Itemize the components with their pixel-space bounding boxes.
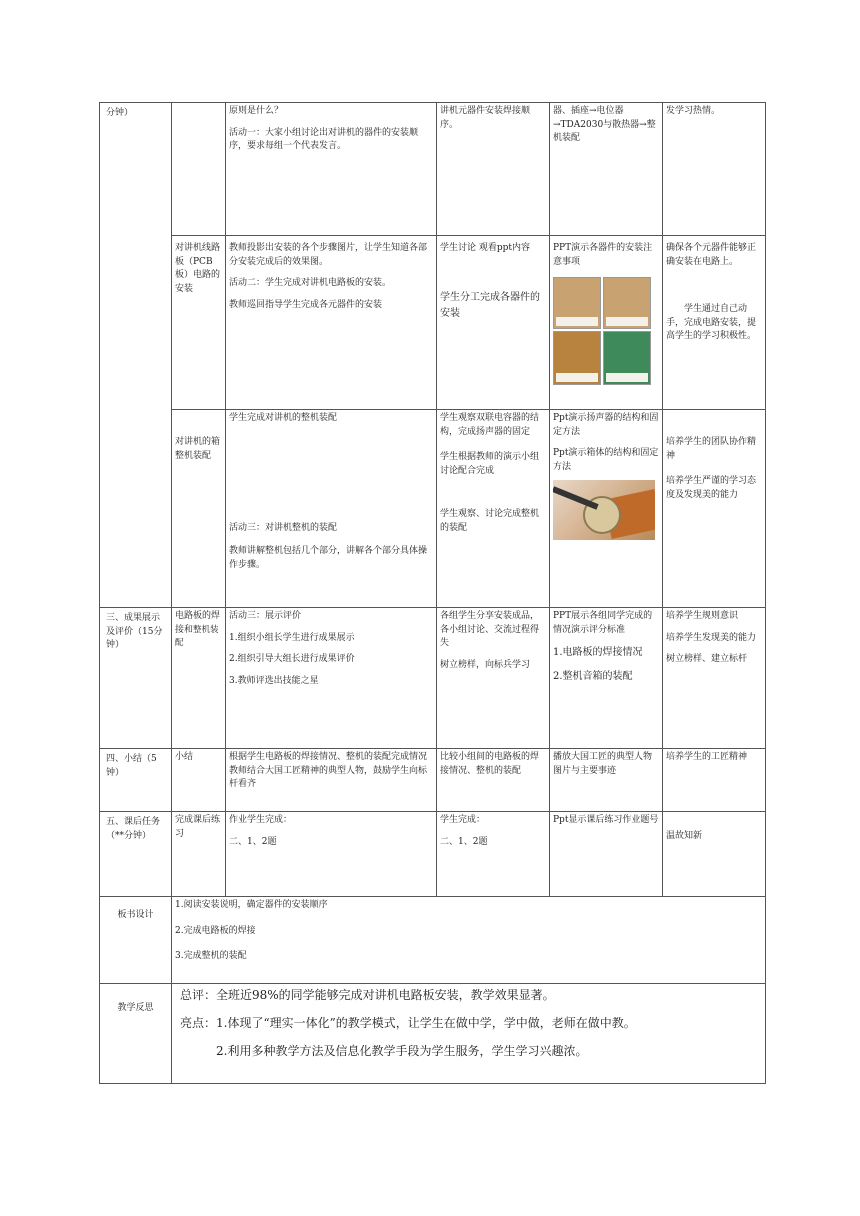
text-line: 亮点：1.体现了“理实一体化”的教学模式，让学生在做中学，学中做，老师在做中教。 [180,1016,636,1030]
text-line: Ppt演示箱体的结构和固定方法 [553,448,659,472]
step-photo [603,331,651,385]
content-title: 电路板的焊接和 [175,611,221,635]
text-line: 原则是什么？ [229,106,284,116]
teacher-activity-cell [226,410,437,608]
text-line: 1.阅读安装说明，确定器件的安装顺序 [175,900,328,910]
text-line: 总评：全班近98%的同学能够完成对讲机电路板安装，教学效果显著。 [180,988,555,1002]
student-activity-cell: 比较小组间的电路板的焊接情况、整机的装配 [437,749,550,812]
design-intent-cell [663,608,766,749]
text-line: 1.电路板的焊接情况 [553,647,643,658]
text-line: 学生完成： [440,815,486,825]
content-subtitle: 整机装配 [175,624,219,649]
design-intent-cell [663,236,766,410]
text-line: 二、1、2题 [229,836,277,847]
text-line: PPT演示各器件的安装注意事项 [553,243,653,267]
text-line: 树立榜样、建立标杆 [666,654,748,664]
text-line: 学生观察、讨论完成整机的装配 [440,509,540,533]
table-row [100,749,766,812]
text-line: 3.教师评选出技能之星 [229,675,319,686]
content-cell: 对讲机的箱整机装配 [172,410,226,608]
media-cell [550,608,663,749]
text-line: 培养学生规则意识 [666,611,739,621]
text-line: 树立榜样，向标兵学习 [440,659,531,670]
text-line: 各组学生分享安装成品，各小组讨论、交流过程得失 [440,611,540,648]
text-line: 教师讲解整机包括几个部分，讲解各个部分具体操作步骤。 [229,546,428,570]
design-intent-cell: 培养学生的工匠精神 [663,749,766,812]
step-photo [603,277,651,329]
teacher-activity-cell [226,608,437,749]
text-line: 培养学生严谨的学习态度及发现美的能力 [666,476,757,500]
step-photo [553,277,601,329]
section-cell: 五、课后任务（**分钟） [100,812,172,897]
board-design-label: 板书设计 [100,897,172,984]
text-line: 教师投影出安装的各个步骤图片，让学生知道各部分安装完成后的效果图。 [229,243,428,267]
table-row [100,812,766,897]
text-line: 学生观察双联电容器的结构，完成扬声器的固定 [440,413,540,437]
content-cell: 对讲机线路板（PCB板）电路的安装 [172,236,226,410]
table-row [100,236,766,410]
text-line: 学生讨论 观看ppt内容 [440,243,531,253]
text-line: 2.整机音箱的装配 [553,671,633,682]
text-line: 学生完成对讲机的整机装配 [229,413,338,423]
design-intent-cell [663,410,766,608]
design-intent-cell: 发学习热情。 [663,103,766,236]
reflection-cell [172,984,766,1084]
media-cell [550,410,663,608]
section-cell: 三、成果展示及评价（15分钟） [100,608,172,749]
student-activity-cell [437,236,550,410]
text-line: 1.组织小组长学生进行成果展示 [229,632,355,643]
teacher-activity-cell [226,812,437,897]
text-line: 确保各个元器件能够正确安装在电路上。 [666,243,757,267]
text-line: 学生分工完成各器件的安装 [440,291,540,319]
table-row [100,984,766,1084]
content-cell [172,608,226,749]
install-steps-image [553,277,651,385]
media-cell: 播放大国工匠的典型人物图片与主要事迹 [550,749,663,812]
text-line: 2.完成电路板的焊接 [175,925,256,936]
reflection-label: 教学反思 [100,984,172,1084]
text-line: 学生通过自己动手，完成电路安装，提高学生的学习积极性。 [666,304,757,341]
section-cell: 分钟） [100,103,172,608]
table-row [100,410,766,608]
text-line: 培养学生发现美的能力 [666,632,757,643]
student-activity-cell [437,608,550,749]
teacher-activity-cell [226,103,437,236]
text-line: 作业学生完成： [229,815,293,825]
text-line: 2.组织引导大组长进行成果评价 [229,654,355,664]
text-line: 二、1、2题 [440,836,488,847]
student-activity-cell [437,812,550,897]
student-activity-cell [437,410,550,608]
text-line: 培养学生的团队协作精神 [666,437,757,461]
teacher-activity-cell [226,236,437,410]
content-cell: 完成课后练习 [172,812,226,897]
section-cell: 四、小结（5钟） [100,749,172,812]
media-cell: 器、插座→电位器→TDA2030与散热器→整机装配 [550,103,663,236]
text-line: 活动三：展示评价 [229,611,302,621]
step-photo [553,331,601,385]
text-line: 活动一：大家小组讨论出对讲机的器件的安装顺序，要求每组一个代表发言。 [229,127,419,151]
table-row [100,103,766,236]
board-design-cell [172,897,766,984]
teacher-activity-cell: 根据学生电路板的焊接情况、整机的装配完成情况教师结合大国工匠精神的典型人物，鼓励学生向标杆看齐 [226,749,437,812]
text-line: 活动三：对讲机整机的装配 [229,522,338,533]
text-line: 学生根据教师的演示小组讨论配合完成 [440,452,540,476]
text-line: 2.利用多种教学方法及信息化教学手段为学生服务，学生学习兴趣浓。 [216,1044,588,1058]
table-row [100,608,766,749]
assembly-photo [553,480,655,540]
student-activity-cell: 讲机元器件安装焊接顺序。 [437,103,550,236]
table-row [100,897,766,984]
text-line: 活动二：学生完成对讲机电路板的安装。 [229,278,392,288]
design-intent-cell: 温故知新 [663,812,766,897]
content-cell [172,103,226,236]
media-cell [550,236,663,410]
text-line: 3.完成整机的装配 [175,951,247,961]
media-cell: Ppt显示课后练习作业题号 [550,812,663,897]
text-line: 教师巡回指导学生完成各元器件的安装 [229,299,383,310]
text-line: PPT展示各组同学完成的情况演示评分标准 [553,611,653,635]
text-line: Ppt演示扬声器的结构和固定方法 [553,413,659,437]
content-cell: 小结 [172,749,226,812]
lesson-plan-table [99,102,766,1084]
